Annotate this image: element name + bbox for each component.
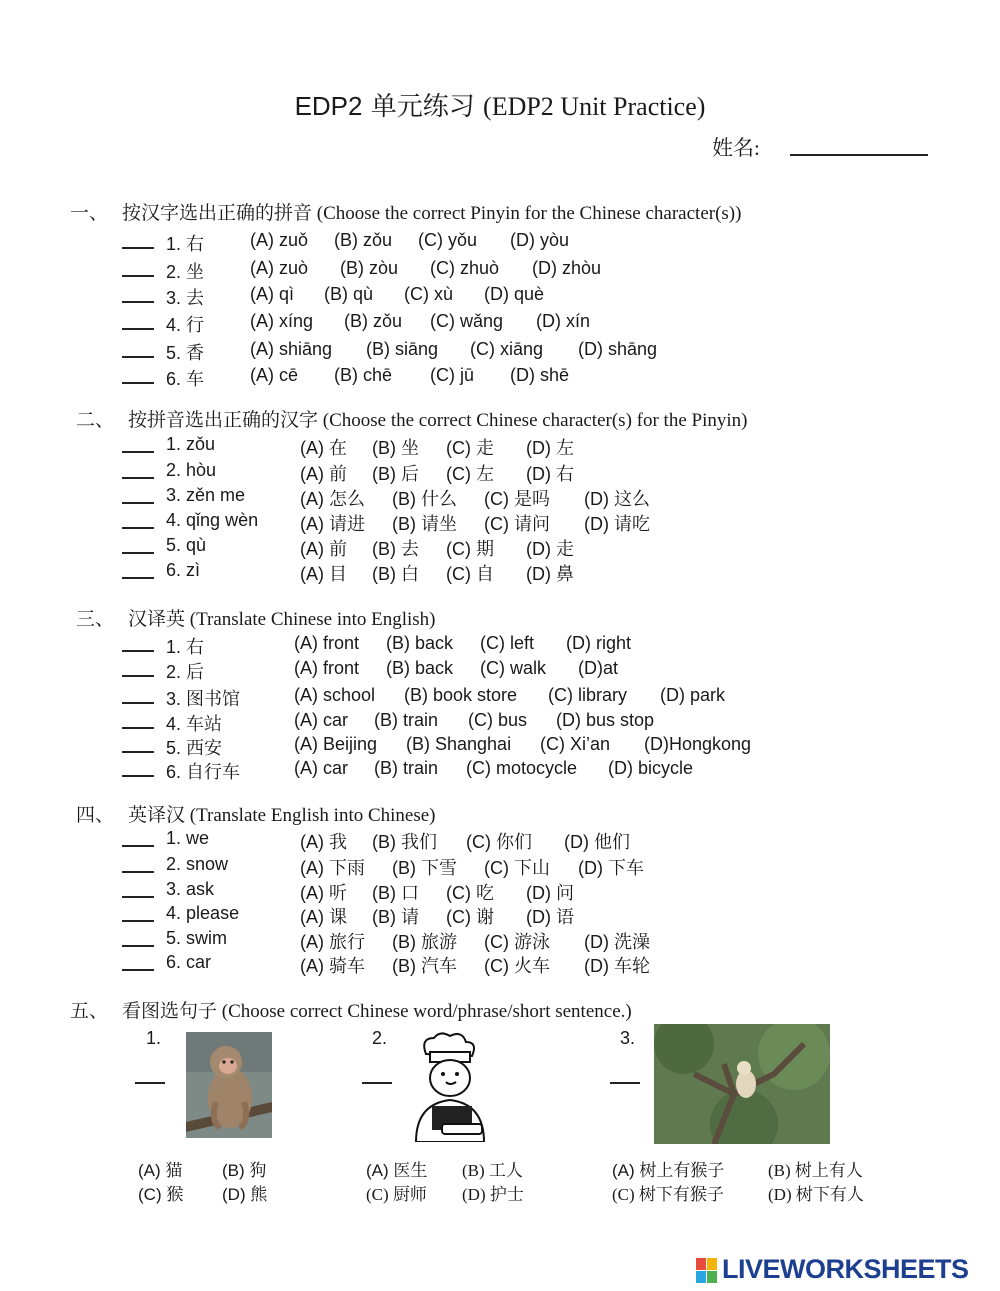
option-d[interactable]: (D) shē bbox=[510, 365, 570, 385]
option-d[interactable]: (D) 语 bbox=[526, 907, 574, 927]
option-c[interactable]: (C) 游泳 bbox=[484, 932, 550, 952]
answer-blank[interactable] bbox=[122, 247, 154, 249]
option-a[interactable]: (A) 目 bbox=[300, 564, 347, 584]
option-d[interactable]: (D) 走 bbox=[526, 539, 574, 559]
option-b[interactable]: (B) siāng bbox=[366, 339, 439, 359]
option-b[interactable]: (B) 坐 bbox=[372, 438, 419, 458]
answer-blank[interactable] bbox=[122, 577, 154, 579]
option-a[interactable]: (A) shiāng bbox=[250, 339, 333, 359]
watermark-text: LIVEWORKSHEETS bbox=[722, 1254, 969, 1284]
option-a[interactable]: (A) zuò bbox=[250, 258, 309, 278]
option-b[interactable]: (B) 树上有人 bbox=[768, 1161, 863, 1180]
answer-blank[interactable] bbox=[122, 356, 154, 358]
section-5-heading: 五、 看图选句子 (Choose correct Chinese word/phrase/short sentence.) bbox=[70, 1001, 632, 1022]
option-c[interactable]: (C) 树下有猴子 bbox=[612, 1185, 724, 1204]
answer-blank[interactable] bbox=[122, 502, 154, 504]
option-b[interactable]: (B) 口 bbox=[372, 883, 419, 903]
option-b[interactable]: (B) 后 bbox=[372, 464, 419, 484]
option-d[interactable]: (D) 左 bbox=[526, 438, 574, 458]
option-b[interactable]: (B) qù bbox=[324, 284, 374, 304]
option-c[interactable]: (C) xiāng bbox=[470, 339, 544, 359]
option-a[interactable]: (A) 前 bbox=[300, 539, 347, 559]
option-b[interactable]: (B) 下雪 bbox=[392, 858, 457, 878]
option-d[interactable]: (D) 这么 bbox=[584, 489, 650, 509]
option-b[interactable]: (B) 请坐 bbox=[392, 514, 457, 534]
option-d[interactable]: (D) xín bbox=[536, 311, 590, 331]
option-a[interactable]: (A) Beijing bbox=[294, 734, 378, 754]
option-d[interactable]: (D)Hongkong bbox=[644, 734, 752, 754]
option-b[interactable]: (B) chē bbox=[334, 365, 393, 385]
answer-blank[interactable] bbox=[122, 969, 154, 971]
chef-cartoon bbox=[402, 1030, 492, 1142]
name-input-line[interactable] bbox=[790, 154, 928, 156]
answer-blank[interactable] bbox=[122, 650, 154, 652]
option-d[interactable]: (D) 问 bbox=[526, 883, 574, 903]
answer-blank[interactable] bbox=[122, 675, 154, 677]
title-en: (EDP2 Unit Practice) bbox=[483, 92, 706, 121]
option-c[interactable]: (C) left bbox=[480, 633, 534, 653]
option-b[interactable]: (B) 请 bbox=[372, 907, 419, 927]
answer-blank[interactable] bbox=[122, 896, 154, 898]
liveworksheets-icon bbox=[696, 1258, 718, 1284]
option-c[interactable]: (C) 厨师 bbox=[366, 1185, 427, 1204]
option-a[interactable]: (A) 树上有猴子 bbox=[612, 1161, 725, 1180]
option-a[interactable]: (A) 请进 bbox=[300, 514, 365, 534]
picture-3-answer-blank[interactable] bbox=[610, 1082, 640, 1084]
picture-3-number: 3. bbox=[620, 1028, 636, 1048]
option-d[interactable]: (D) 树下有人 bbox=[768, 1185, 864, 1204]
option-d[interactable]: (D) bicycle bbox=[608, 758, 694, 778]
option-a[interactable]: (A) 下雨 bbox=[300, 858, 365, 878]
monkey-in-tree-photo bbox=[654, 1024, 830, 1144]
option-a[interactable]: (A) zuǒ bbox=[250, 230, 309, 250]
option-b[interactable]: (B) 去 bbox=[372, 539, 419, 559]
option-d[interactable]: (D) 鼻 bbox=[526, 564, 574, 584]
picture-3-options bbox=[612, 1156, 892, 1206]
option-a[interactable]: (A) car bbox=[294, 758, 348, 778]
option-b[interactable]: (B) 工人 bbox=[462, 1161, 523, 1180]
option-b[interactable]: (B) zòu bbox=[340, 258, 399, 278]
option-c[interactable]: (C) motocycle bbox=[466, 758, 578, 778]
option-a[interactable]: (A) xíng bbox=[250, 311, 314, 331]
option-a[interactable]: (A) 骑车 bbox=[300, 956, 365, 976]
option-d[interactable]: (D) right bbox=[566, 633, 632, 653]
section-1-heading: 一、 按汉字选出正确的拼音 (Choose the correct Pinyin for the Chinese character(s)) bbox=[70, 203, 742, 224]
option-c[interactable]: (C) zhuò bbox=[430, 258, 500, 278]
answer-blank[interactable] bbox=[122, 945, 154, 947]
title-cn: 单元练习 bbox=[370, 92, 475, 121]
picture-1-number: 1. bbox=[146, 1028, 162, 1048]
answer-blank[interactable] bbox=[122, 328, 154, 330]
section-3-heading: 三、 汉译英 (Translate Chinese into English) bbox=[76, 609, 436, 630]
option-c[interactable]: (C) 走 bbox=[446, 438, 494, 458]
answer-blank[interactable] bbox=[122, 552, 154, 554]
option-d[interactable]: (D) 熊 bbox=[222, 1185, 268, 1204]
option-d[interactable]: (D) 洗澡 bbox=[584, 932, 650, 952]
option-c[interactable]: (C) 猴 bbox=[138, 1185, 184, 1204]
option-a[interactable]: (A) 医生 bbox=[366, 1161, 428, 1180]
option-a[interactable]: (A) 前 bbox=[300, 464, 347, 484]
option-c[interactable]: (C) walk bbox=[480, 658, 546, 678]
answer-blank[interactable] bbox=[122, 477, 154, 479]
answer-blank[interactable] bbox=[122, 527, 154, 529]
option-c[interactable]: (C) library bbox=[548, 685, 627, 705]
answer-blank[interactable] bbox=[122, 702, 154, 704]
answer-blank[interactable] bbox=[122, 382, 154, 384]
answer-blank[interactable] bbox=[122, 751, 154, 753]
option-c[interactable]: (C) 吃 bbox=[446, 883, 494, 903]
section-4-heading: 四、 英译汉 (Translate English into Chinese) bbox=[76, 805, 436, 826]
picture-2-options bbox=[366, 1156, 546, 1206]
option-b[interactable]: (B) 什么 bbox=[392, 489, 457, 509]
option-b[interactable]: (B) 我们 bbox=[372, 832, 437, 852]
option-a[interactable]: (A) 旅行 bbox=[300, 932, 365, 952]
picture-2-number: 2. bbox=[372, 1028, 388, 1048]
option-c[interactable]: (C) 是吗 bbox=[484, 489, 550, 509]
option-c[interactable]: (C) bus bbox=[468, 710, 528, 730]
option-a[interactable]: (A) 猫 bbox=[138, 1161, 183, 1180]
option-d[interactable]: (D) 他们 bbox=[564, 832, 630, 852]
option-b[interactable]: (B) train bbox=[374, 758, 439, 778]
picture-1-answer-blank[interactable] bbox=[135, 1082, 165, 1084]
option-c[interactable]: (C) 自 bbox=[446, 564, 494, 584]
liveworksheets-logo bbox=[696, 1254, 969, 1285]
option-d[interactable]: (D) 右 bbox=[526, 464, 574, 484]
answer-blank[interactable] bbox=[122, 845, 154, 847]
option-b[interactable]: (B) zǒu bbox=[344, 311, 403, 331]
option-b[interactable]: (B) 狗 bbox=[222, 1161, 267, 1180]
option-d[interactable]: (D) 车轮 bbox=[584, 956, 650, 976]
option-c[interactable]: (C) 下山 bbox=[484, 858, 550, 878]
answer-blank[interactable] bbox=[122, 920, 154, 922]
answer-blank[interactable] bbox=[122, 301, 154, 303]
option-d[interactable]: (D) bus stop bbox=[556, 710, 655, 730]
option-b[interactable]: (B) Shanghai bbox=[406, 734, 512, 754]
option-a[interactable]: (A) 在 bbox=[300, 438, 347, 458]
option-a[interactable]: (A) front bbox=[294, 633, 360, 653]
option-c[interactable]: (C) 左 bbox=[446, 464, 494, 484]
answer-blank[interactable] bbox=[122, 775, 154, 777]
title-code: EDP2 bbox=[294, 91, 363, 121]
answer-blank[interactable] bbox=[122, 727, 154, 729]
option-d[interactable]: (D)at bbox=[578, 658, 618, 678]
option-b[interactable]: (B) 白 bbox=[372, 564, 419, 584]
option-d[interactable]: (D) park bbox=[660, 685, 726, 705]
option-a[interactable]: (A) cē bbox=[250, 365, 299, 385]
picture-1-options bbox=[138, 1156, 308, 1206]
option-a[interactable]: (A) qì bbox=[250, 284, 295, 304]
option-c[interactable]: (C) 期 bbox=[446, 539, 494, 559]
section-2-heading: 二、 按拼音选出正确的汉字 (Choose the correct Chinese character(s) for the Pinyin) bbox=[76, 410, 748, 431]
option-b[interactable]: (B) 旅游 bbox=[392, 932, 457, 952]
option-a[interactable]: (A) 听 bbox=[300, 883, 347, 903]
option-d[interactable]: (D) 请吃 bbox=[584, 514, 650, 534]
option-d[interactable]: (D) què bbox=[484, 284, 545, 304]
option-d[interactable]: (D) zhòu bbox=[532, 258, 602, 278]
answer-blank[interactable] bbox=[122, 871, 154, 873]
option-c[interactable]: (C) yǒu bbox=[418, 230, 478, 250]
option-c[interactable]: (C) 火车 bbox=[484, 956, 550, 976]
monkey-photo bbox=[186, 1032, 272, 1138]
option-b[interactable]: (B) back bbox=[386, 633, 454, 653]
option-d[interactable]: (D) 下车 bbox=[578, 858, 644, 878]
answer-blank[interactable] bbox=[122, 275, 154, 277]
option-d[interactable]: (D) shāng bbox=[578, 339, 658, 359]
name-label: 姓名: bbox=[712, 136, 760, 160]
option-a[interactable]: (A) school bbox=[294, 685, 376, 705]
option-c[interactable]: (C) wǎng bbox=[430, 311, 504, 331]
option-b[interactable]: (B) back bbox=[386, 658, 454, 678]
option-a[interactable]: (A) car bbox=[294, 710, 348, 730]
option-d[interactable]: (D) yòu bbox=[510, 230, 570, 250]
option-a[interactable]: (A) front bbox=[294, 658, 360, 678]
option-b[interactable]: (B) train bbox=[374, 710, 439, 730]
option-c[interactable]: (C) 你们 bbox=[466, 832, 532, 852]
option-c[interactable]: (C) 请问 bbox=[484, 514, 550, 534]
option-b[interactable]: (B) book store bbox=[404, 685, 518, 705]
option-b[interactable]: (B) 汽车 bbox=[392, 956, 457, 976]
option-b[interactable]: (B) zǒu bbox=[334, 230, 393, 250]
option-c[interactable]: (C) xù bbox=[404, 284, 453, 304]
option-d[interactable]: (D) 护士 bbox=[462, 1185, 524, 1204]
page-title bbox=[0, 86, 1000, 123]
option-c[interactable]: (C) 谢 bbox=[446, 907, 494, 927]
option-a[interactable]: (A) 我 bbox=[300, 832, 347, 852]
answer-blank[interactable] bbox=[122, 451, 154, 453]
option-a[interactable]: (A) 怎么 bbox=[300, 489, 365, 509]
option-c[interactable]: (C) jū bbox=[430, 365, 474, 385]
option-a[interactable]: (A) 课 bbox=[300, 907, 347, 927]
option-c[interactable]: (C) Xi’an bbox=[540, 734, 611, 754]
picture-2-answer-blank[interactable] bbox=[362, 1082, 392, 1084]
